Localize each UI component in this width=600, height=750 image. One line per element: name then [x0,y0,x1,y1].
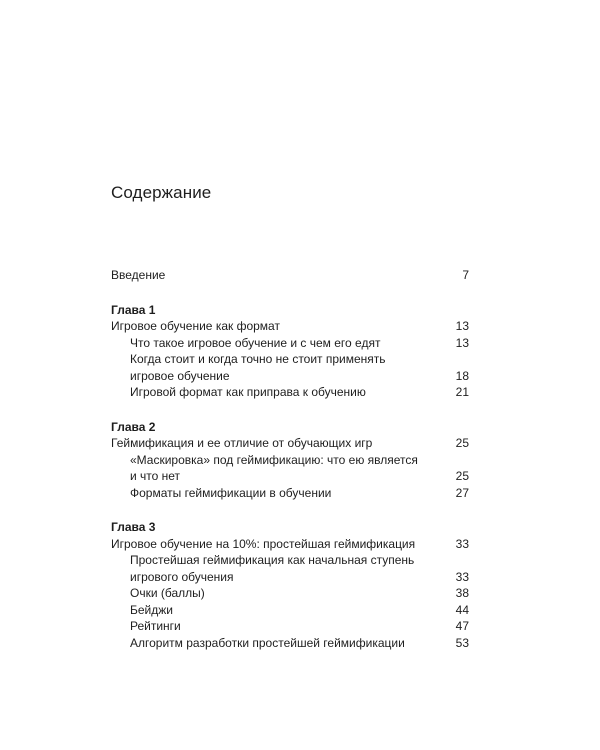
toc-subentry [111,618,469,635]
toc-subentry [111,635,469,652]
toc-entry-text: Геймификация и ее отличие от обучающих игр [111,436,373,450]
toc-entry-text: игровое обучение [130,368,230,383]
toc-subentry [111,384,469,401]
toc-entry-chapter-main [111,435,469,452]
toc-page-number: 53 [455,635,469,650]
toc-entry-text: Форматы геймификации в обучении [130,485,332,500]
toc-subentry [111,585,469,602]
chapter-heading: Глава 2 [111,419,156,434]
toc-subentry [111,485,469,502]
toc-subentry-continuation [111,569,469,586]
chapter-heading: Глава 1 [111,302,156,317]
toc-page-number: 33 [455,536,469,551]
page-title: Содержание [111,183,212,202]
toc-subentry [111,335,469,352]
toc-entry-text: Игровое обучение как формат [111,319,280,333]
chapter-heading: Глава 3 [111,520,156,534]
toc-entry-text: Очки (баллы) [130,586,205,600]
toc-entry-text: Простейшая геймификация как начальная ступень [130,553,415,567]
toc-entry-chapter-main [111,318,469,335]
toc-subentry [111,602,469,619]
toc-subentry [111,552,469,569]
toc-page-number: 25 [455,436,469,450]
toc-page-number: 13 [455,319,469,333]
toc-entry-text: Рейтинги [130,619,181,633]
toc-entry-intro [111,267,469,284]
toc-entry-text: «Маскировка» под геймификацию: что ею является [130,452,418,467]
table-of-contents [111,267,469,651]
toc-page-number: 44 [455,602,469,617]
toc-entry-text: Алгоритм разработки простейшей геймификации [130,635,405,650]
toc-entry-chapter-main [111,536,469,553]
toc-entry-text: Игровой формат как приправа к обучению [130,385,366,399]
toc-page-number: 38 [455,586,469,600]
toc-entry-text: и что нет [130,469,181,483]
toc-entry-text: Игровое обучение на 10%: простейшая геймификация [111,536,416,551]
toc-page-number: 7 [462,268,469,282]
toc-subentry-continuation [111,368,469,385]
toc-page-number: 27 [455,485,469,500]
toc-page-number: 21 [455,385,469,399]
toc-entry-text: Когда стоит и когда точно не стоит применять [130,352,386,366]
toc-subentry [111,452,469,469]
toc-subentry [111,351,469,368]
toc-page-number: 18 [455,368,469,383]
toc-page-number: 13 [455,335,469,350]
toc-entry-text: Введение [111,268,166,282]
toc-page-number: 33 [455,569,469,584]
toc-entry-text: Бейджи [130,602,173,617]
toc-entry-text: Что такое игровое обучение и с чем его едят [130,335,381,350]
toc-page-number: 25 [455,469,469,483]
toc-subentry-continuation [111,468,469,485]
toc-entry-text: игрового обучения [130,569,234,584]
toc-page-number: 47 [455,619,469,633]
